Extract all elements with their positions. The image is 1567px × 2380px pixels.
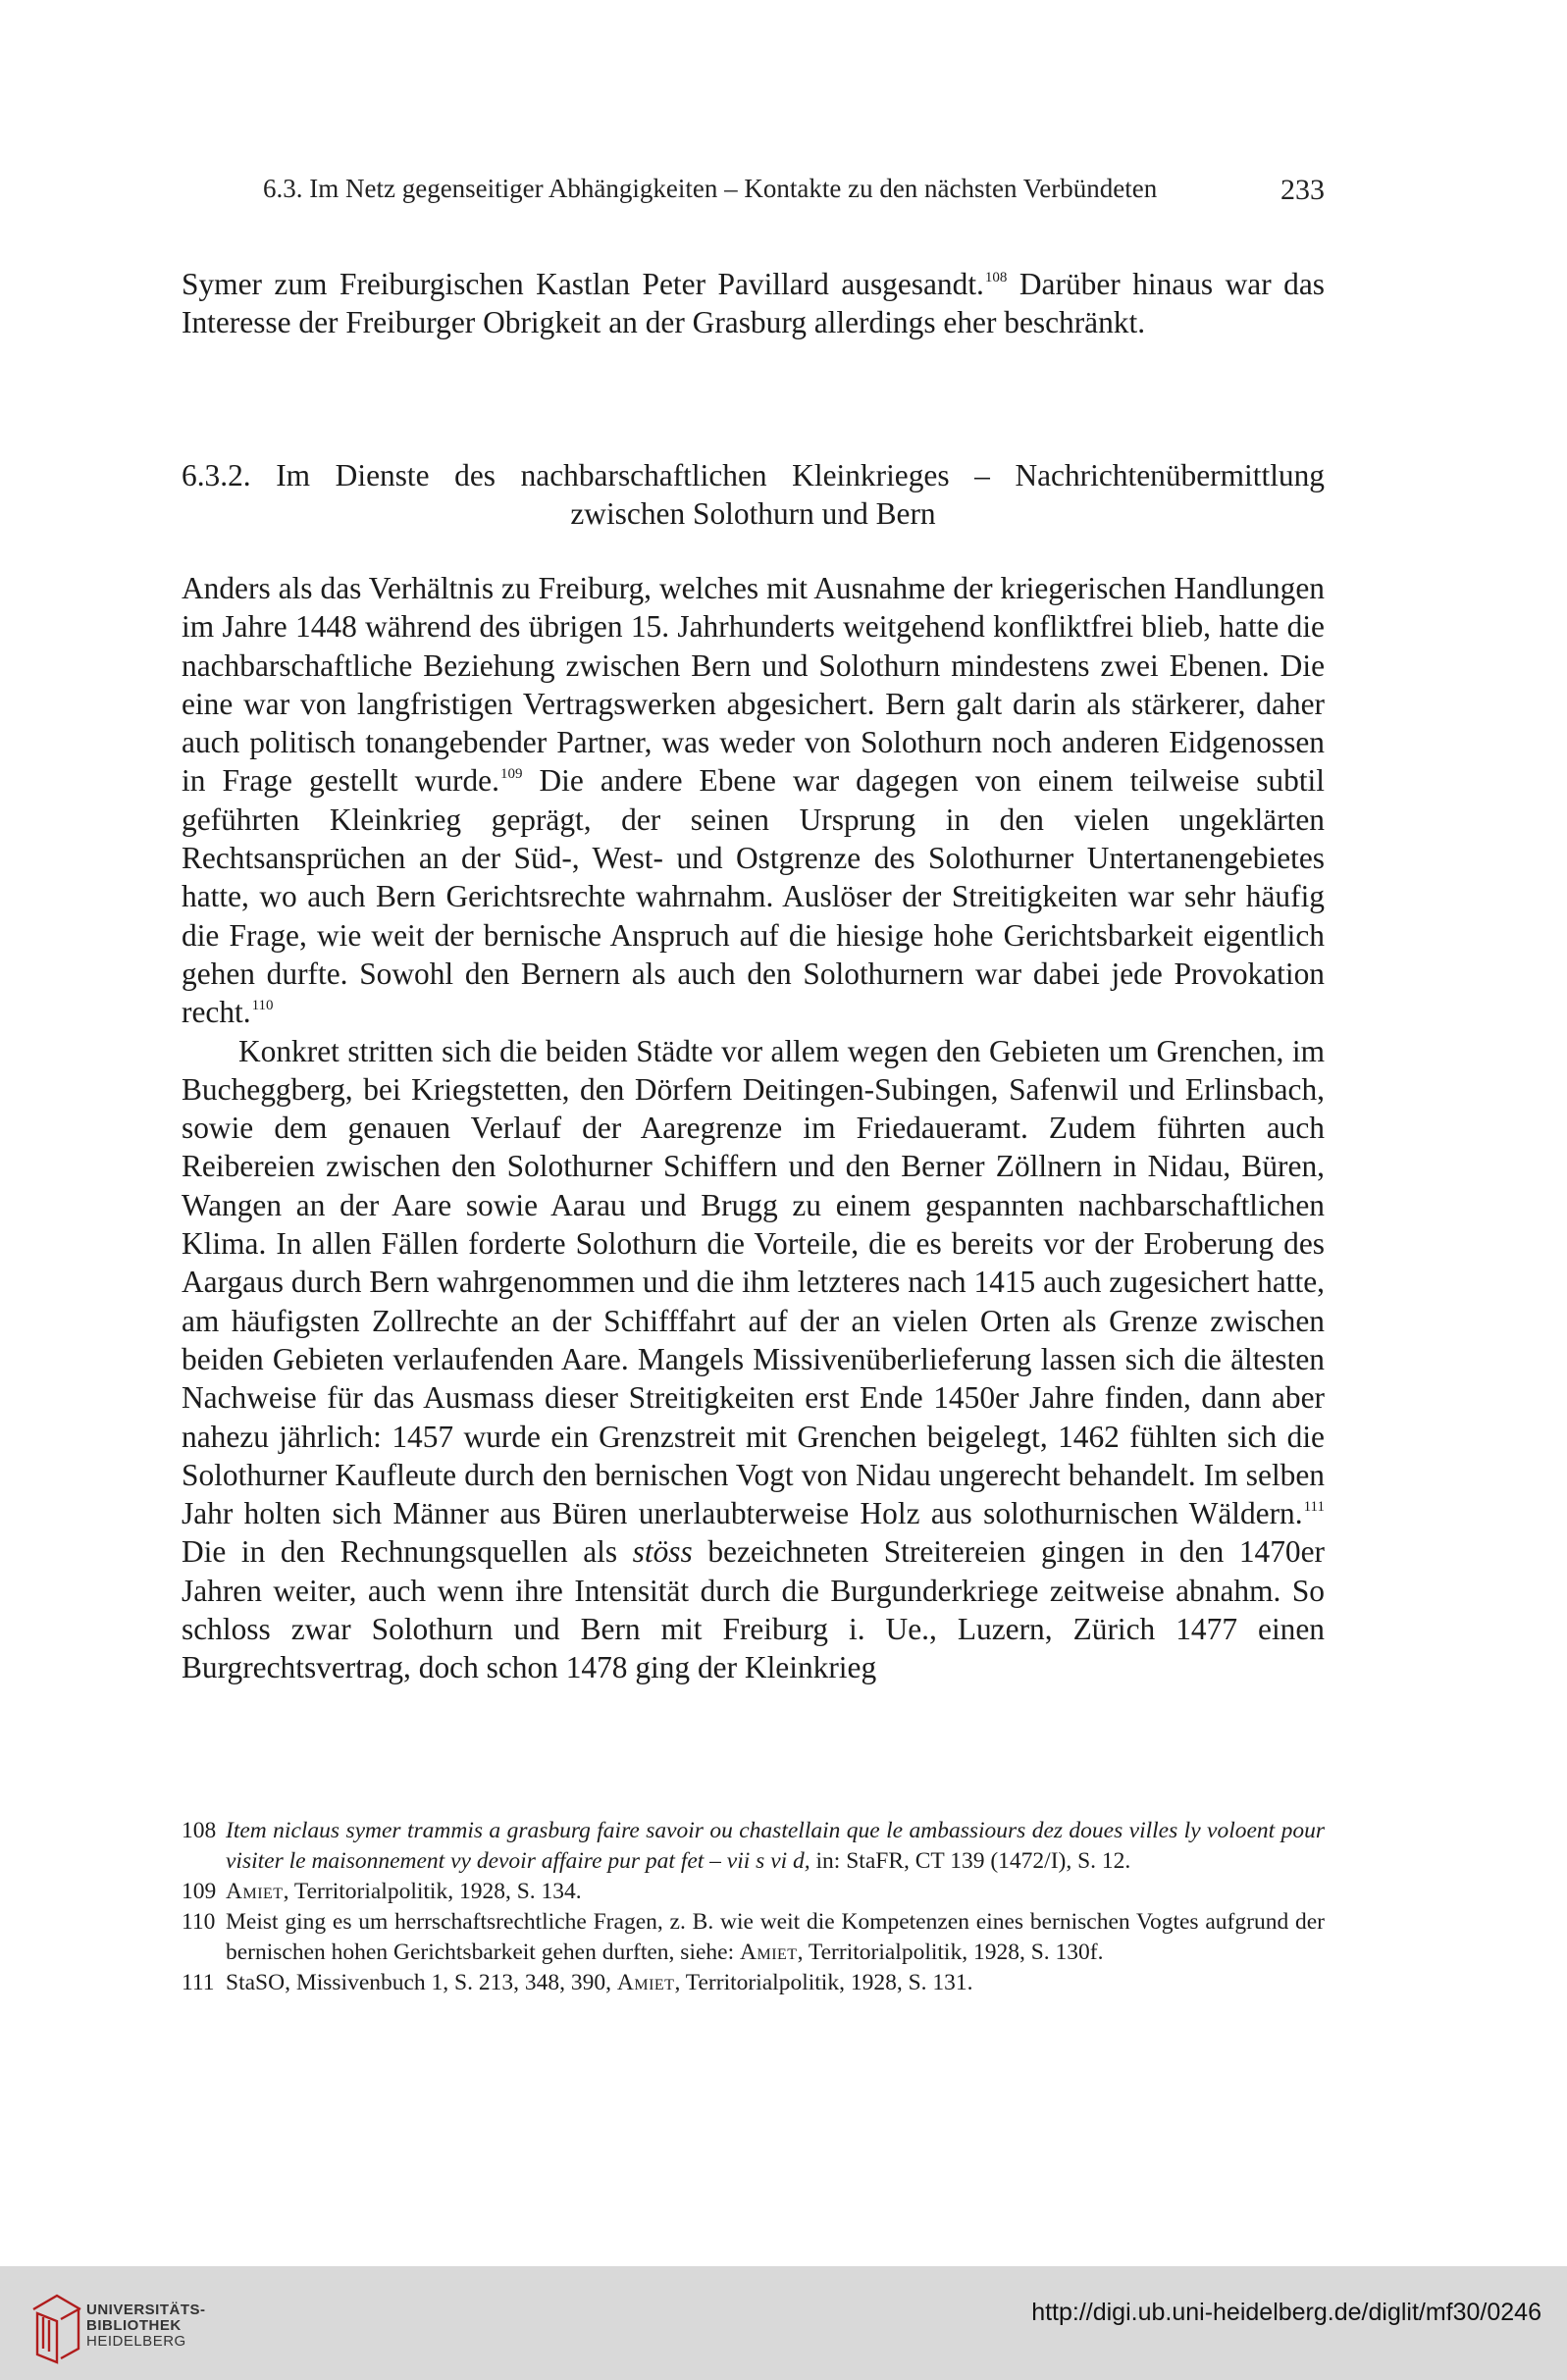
footnote-author: Amiet — [616, 1970, 675, 1995]
main-text — [182, 569, 1325, 1687]
library-name-line2: BIBLIOTHEK — [86, 2317, 182, 2334]
library-name-line1: UNIVERSITÄTS- — [86, 2302, 206, 2318]
footnote-quote: Item niclaus symer trammis a grasburg faire savoir ou chastellain que le ambassiours dez doues villes ly voloent pour visiter le maisonnement vy devoir affaire pur pat fet – vii s vi d, — [226, 1818, 1325, 1874]
intro-paragraph — [182, 265, 1325, 342]
footnote-number: 110 — [182, 1909, 216, 1935]
running-head-title: 6.3. Im Netz gegenseitiger Abhängigkeiten – Kontakte zu den nächsten Verbündeten — [263, 174, 1158, 203]
intro-text-a: Symer zum Freiburgischen Kastlan Peter Pavillard ausgesandt. — [182, 267, 984, 301]
paragraph-2-text-c: bezeichneten Streitereien gingen in den 1470er Jahren weiter, auch wenn ihre Intensität durch die Burgunderkriege zeitweise abnahm. So schloss zwar Solothurn und Bern mit Freiburg i. Ue., Luzern, Zürich 1477 einen Burgrechtsvertrag, doch schon 1478 ging der Kleinkrieg — [182, 1534, 1325, 1685]
footnote-111 — [182, 1968, 1325, 1998]
footnote-number: 111 — [182, 1970, 215, 1995]
library-name — [86, 2302, 206, 2350]
footnote-author: Amiet — [226, 1879, 284, 1904]
footnote-ref-108[interactable]: 108 — [984, 270, 1008, 285]
footnote-110 — [182, 1907, 1325, 1968]
paragraph-2-italic-term: stöss — [632, 1534, 693, 1570]
footnote-text: in: StaFR, CT 139 (1472/I), S. 12. — [810, 1848, 1131, 1874]
intro-text-b: Darüber hinaus war das Interesse der Freiburger Obrigkeit an der Grasburg allerdings eher beschränkt. — [182, 267, 1326, 340]
section-heading-line2: zwischen Solothurn und Bern — [570, 496, 936, 532]
paragraph-1-text-a: Anders als das Verhältnis zu Freiburg, welches mit Ausnahme der kriegerischen Handlungen im Jahre 1448 während des übrigen 15. Jahrhunderts weitgehend konfliktfrei blieb, hatte die nachbarschaftliche Beziehung zwischen Bern und Solothurn mindestens zwei Ebenen. Die eine war von langfristigen Vertragswerken abgesichert. Bern galt darin als stärkerer, daher auch politisch tonangebender Partner, was weder von Solothurn noch anderen Eidgenossen in Frage gestellt wurde. — [182, 571, 1325, 799]
paragraph-2-text-a: Konkret stritten sich die beiden Städte vor allem wegen den Gebieten um Grenchen, im Bucheggberg, bei Kriegstetten, den Dörfern Deitingen-Subingen, Safenwil und Erlinsbach, sowie dem genauen Verlauf der Aaregrenze im Friedaueramt. Zudem führten auch Reibereien zwischen den Solothurner Schiffern und den Berner Zöllnern in Nidau, Büren, Wangen an der Aare sowie Aarau und Brugg zu einem gespannten nachbarschaftlichen Klima. In allen Fällen forderte Solothurn die Vorteile, die es bereits vor der Eroberung des Aargaus durch Bern wahrgenommen und die ihm letzteres nach 1415 auch zugesichert hatte, am häufigsten Zollrechte an der Schifffahrt auf der an vielen Orten als Grenze zwischen beiden Gebieten verlaufenden Aare. Mangels Missivenüberlieferung lassen sich die ältesten Nachweise für das Ausmass dieser Streitigkeiten erst Ende 1450er Jahre finden, dann aber nahezu jährlich: 1457 wurde ein Grenzstreit mit Grenchen beigelegt, 1462 fühlten sich die Solothurner Kaufleute durch den bernischen Vogt von Nidau ungerecht behandelt. Im selben Jahr holten sich Männer aus Büren unerlaubterweise Holz aus solothurnischen Wäldern. — [182, 1033, 1325, 1531]
footnote-author: Amiet — [740, 1940, 798, 1965]
footnote-109 — [182, 1877, 1325, 1907]
footnote-text: , Territorialpolitik, 1928, S. 131. — [674, 1970, 973, 1995]
paragraph-1 — [182, 569, 1325, 1032]
footnote-text: StaSO, Missivenbuch 1, S. 213, 348, 390, — [226, 1970, 617, 1995]
permalink-url[interactable]: http://digi.ub.uni-heidelberg.de/diglit/mf30/0246 — [1031, 2299, 1541, 2326]
library-name-line3: HEIDELBERG — [86, 2333, 186, 2350]
digitization-footer — [0, 2266, 1567, 2380]
section-heading-line1: 6.3.2. Im Dienste des nachbarschaftlichen Kleinkrieges – Nachrichtenübermittlung — [182, 458, 1325, 492]
footnote-number: 109 — [182, 1879, 217, 1904]
paragraph-1-text-b: Die andere Ebene war dagegen von einem teilweise subtil geführten Kleinkrieg geprägt, der seinen Ursprung in den vielen ungeklärten Rechtsansprüchen an der Süd-, West- und Ostgrenze des Solothurner Untertanengebietes hatte, wo auch Bern Gerichtsrechte wahrnahm. Auslöser der Streitigkeiten war sehr häufig die Frage, wie weit der bernische Anspruch auf die hiesige hohe Gerichtsbarkeit eigentlich gehen durfte. Sowohl den Bernern als auch den Solothurnern war dabei jede Provokation recht. — [182, 763, 1325, 1030]
footnote-text: , Territorialpolitik, 1928, S. 134. — [283, 1879, 582, 1904]
page-number: 233 — [1280, 174, 1325, 206]
paragraph-2 — [182, 1032, 1325, 1687]
footnote-ref-110[interactable]: 110 — [251, 998, 274, 1014]
footnote-number: 108 — [182, 1818, 217, 1843]
footnote-108 — [182, 1816, 1325, 1877]
footnote-text: , Territorialpolitik, 1928, S. 130f. — [797, 1940, 1104, 1965]
paragraph-2-text-b: Die in den Rechnungsquellen als — [182, 1534, 633, 1570]
footnotes — [182, 1816, 1325, 1998]
section-heading — [182, 456, 1325, 534]
footnote-text: Meist ging es um herrschaftsrechtliche Fragen, z. B. wie weit die Kompetenzen eines bernischen Vogtes aufgrund der bernischen hohen Gerichtsbarkeit gehen durften, siehe: — [226, 1909, 1325, 1965]
footnote-ref-109[interactable]: 109 — [499, 766, 523, 783]
footnote-ref-111[interactable]: 111 — [1303, 1499, 1325, 1516]
